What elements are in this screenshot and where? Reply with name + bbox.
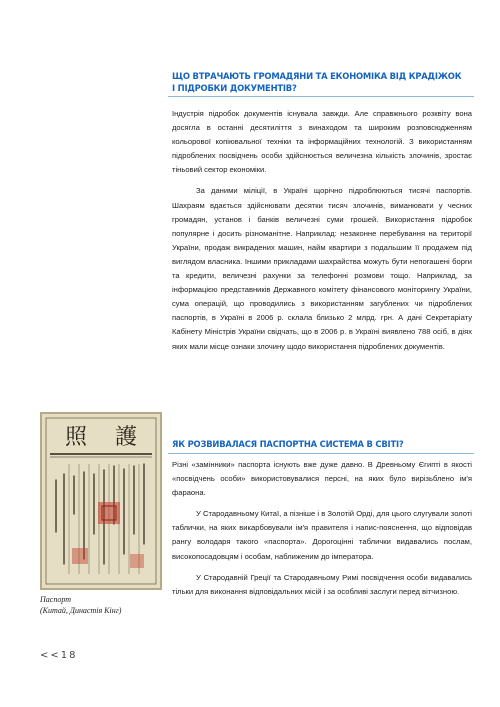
char-zhao: 照 bbox=[64, 425, 88, 450]
figure-caption bbox=[40, 594, 166, 616]
heading-rule bbox=[168, 96, 474, 97]
paragraph: Індустрія підробок документів існувала завжди. Але справжнього розквіту вона досягла в останні десятиліття з винаходом та широким розповсюдженням кольорової копіювальної техніки та інформаційних технологій. З використанням підроблених посвідчень особи здійснюється величезна кількість злочинів, зростає тіньовий сектор економіки. bbox=[172, 109, 472, 175]
section-heading-history: ЯК РОЗВИВАЛАСЯ ПАСПОРТНА СИСТЕМА В СВІТІ? bbox=[172, 439, 404, 449]
section-heading-losses bbox=[172, 70, 472, 94]
char-hu: 護 bbox=[114, 425, 138, 450]
paragraph: У Стародавньому Китаї, а пізніше і в Золотій Орді, для цього слугували золоті таблички, на яких викарбовували ім'я правителя і напис-пояснення, що відповідав рангу володаря такого «паспорта». Дорогоцінні таблички видавались послам, високопосадовцям і особам, наближеним до імператора. bbox=[172, 509, 472, 561]
heading-rule bbox=[168, 453, 474, 454]
section-body-history bbox=[172, 458, 472, 599]
paragraph: За даними міліції, в Україні щорічно підроблюються тисячі паспортів. Шахраям вдається здійснювати десятки тисяч злочинів, виманювати у чесних громадян, установ і банків величезні суми грошей. Використання підробок популярне і досить різноманітне. Наприклад: незаконне перебування на території України, продаж викрадених машин, найм квартири з подальшим її продажем під виглядом власника. Іншими прикладами шахрайства можуть бути непогашені борги та кредити, величезні рахунки за телефонні розмови тощо. Наприклад, за інформацією представників Державного комітету фінансового моніторингу України, сума операцій, що проводились з використанням загублених чи підроблених паспортів, в Україні в 2006 р. склала близько 2 млрд. грн. А дані Секретаріату Кабінету Міністрів України свідчать, що в 2006 р. в Україні виявлено 788 осіб, в діях яких мали місце ознаки злочину щодо використання підроблених документів. bbox=[172, 186, 472, 351]
paragraph: Різні «замінники» паспорта існують вже дуже давно. В Древньому Єгипті в якості «посвідчень особи» використовувалися персні, на яких було вирізьблено ім'я фараона. bbox=[172, 460, 472, 498]
heading-line: ЩО ВТРАЧАЮТЬ ГРОМАДЯНИ ТА ЕКОНОМІКА ВІД КРАДІЖОК bbox=[172, 71, 462, 81]
page-number: <<18 bbox=[40, 650, 78, 661]
passport-image bbox=[40, 412, 162, 590]
section-body-losses bbox=[172, 107, 472, 489]
paragraph: У Стародавній Греції та Стародавньому Римі посвідчення особи видавались тільки для виконання відповідальних місій і за особливі заслуги перед вітчизною. bbox=[172, 572, 472, 596]
heading-line: І ПІДРОБКИ ДОКУМЕНТІВ? bbox=[172, 83, 297, 93]
caption-line: (Китай, Династія Кінг) bbox=[40, 606, 122, 615]
caption-line: Паспорт bbox=[40, 595, 71, 604]
